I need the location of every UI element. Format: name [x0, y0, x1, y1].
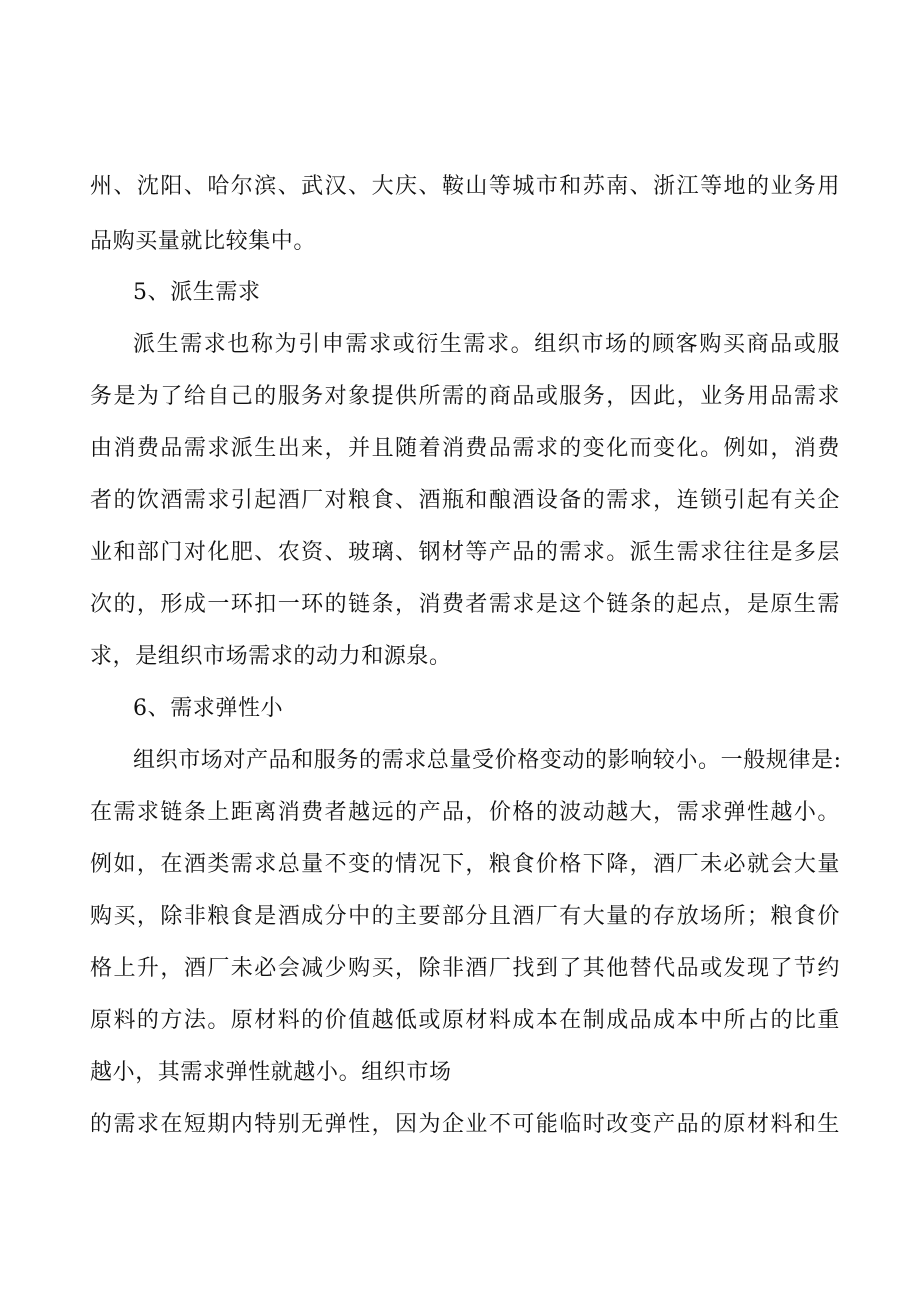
text-line: 务是为了给自己的服务对象提供所需的商品或服务，因此，业务用品需求	[90, 384, 840, 409]
text-line: 例如，在酒类需求总量不变的情况下，粮食价格下降，酒厂未必就会大量	[90, 852, 840, 877]
text-line: 业和部门对化肥、农资、玻璃、钢材等产品的需求。派生需求往往是多层	[90, 540, 840, 565]
text-line: 购买，除非粮食是酒成分中的主要部分且酒厂有大量的存放场所；粮食价	[90, 904, 840, 929]
text-line: 品购买量就比较集中。	[90, 229, 317, 254]
text-line: 次的，形成一环扣一环的链条，消费者需求是这个链条的起点，是原生需	[90, 592, 840, 617]
text-line: 由消费品需求派生出来，并且随着消费品需求的变化而变化。例如，消费	[90, 436, 840, 461]
text-line: 者的饮酒需求引起酒厂对粮食、酒瓶和酿酒设备的需求，连锁引起有关企	[90, 488, 840, 513]
text-line: 在需求链条上距离消费者越远的产品，价格的波动越大，需求弹性越小。	[90, 800, 840, 825]
text-line: 派生需求也称为引申需求或衍生需求。组织市场的顾客购买商品或服	[133, 332, 840, 357]
section-heading: 6、需求弹性小	[133, 696, 284, 721]
text-line: 组织市场对产品和服务的需求总量受价格变动的影响较小。一般规律是:	[133, 748, 842, 773]
text-line: 原料的方法。原材料的价值越低或原材料成本在制成品成本中所占的比重	[90, 1008, 840, 1033]
text-line: 州、沈阳、哈尔滨、武汉、大庆、鞍山等城市和苏南、浙江等地的业务用	[90, 174, 840, 199]
section-heading: 5、派生需求	[133, 280, 261, 305]
text-line: 越小，其需求弹性就越小。组织市场	[90, 1060, 452, 1085]
text-line: 格上升，酒厂未必会减少购买，除非酒厂找到了其他替代品或发现了节约	[90, 956, 840, 981]
text-line: 求，是组织市场需求的动力和源泉。	[90, 644, 452, 669]
text-line: 的需求在短期内特别无弹性，因为企业不可能临时改变产品的原材料和生	[90, 1112, 840, 1137]
